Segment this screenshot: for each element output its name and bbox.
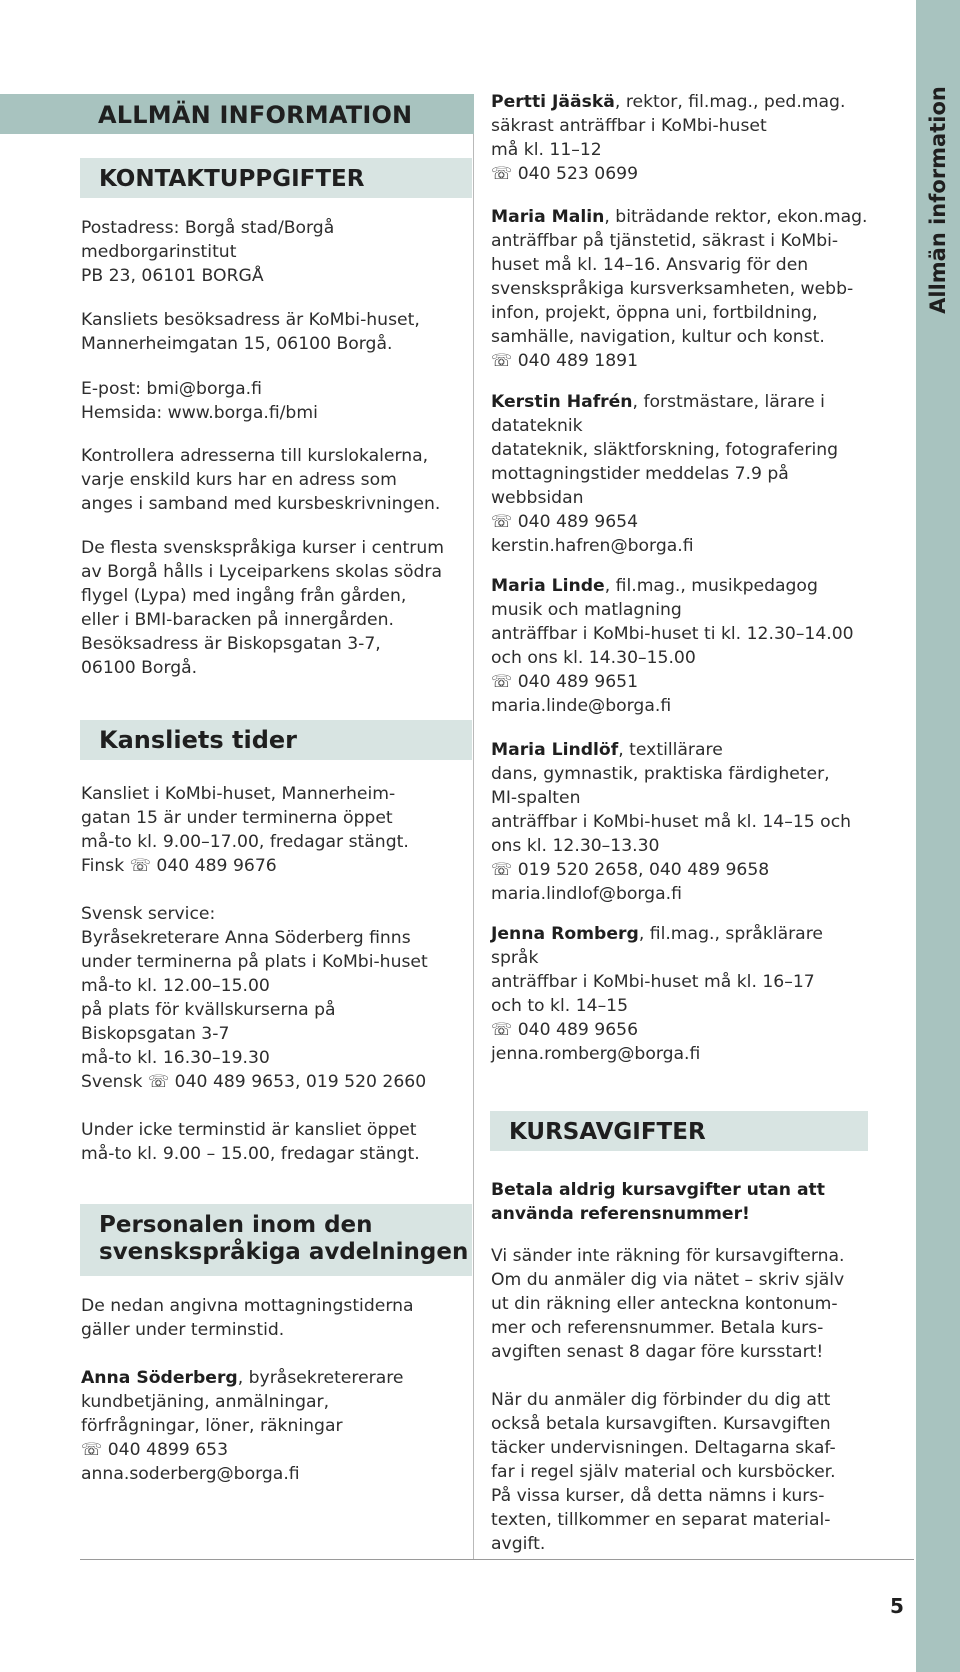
staff-title: , textillärare [618, 740, 723, 760]
finnish-phone-line: Finsk ☏ 040 489 9676 [81, 856, 277, 876]
heading-course-fees [490, 1111, 868, 1151]
staff-phone[interactable]: 040 4899 653 [107, 1440, 229, 1460]
side-tab-label: Allmän information [926, 86, 950, 314]
heading-staff-text: Personalen inom den svenskspråkiga avdelningen [99, 1212, 469, 1265]
staff-title: , fil.mag., språklärare [638, 924, 823, 944]
page-number: 5 [890, 1594, 904, 1618]
phone-icon: ☏ [491, 1020, 513, 1040]
phone-icon: ☏ [491, 672, 513, 692]
staff-title: , byråsekretererare [237, 1368, 404, 1388]
phone-icon: ☏ [491, 351, 513, 371]
phone-icon: ☏ [491, 860, 513, 880]
staff-phone[interactable]: 040 489 9656 [517, 1020, 639, 1040]
check-addresses-note: Kontrollera adresserna till kurslokalerna, varje enskild kurs har en adress som anges i samband med kursbeskrivningen. [81, 446, 441, 514]
staff-email[interactable]: maria.linde@borga.fi [491, 696, 672, 716]
staff-phone[interactable]: 019 520 2658, 040 489 9658 [517, 860, 770, 880]
staff-entry-maria-malin: Maria Malin, biträdande rektor, ekon.mag. anträffbar på tjänstetid, säkrast i KoMbi- huset må kl. 14–16. Ansvarig för den svenskspråkiga kursverksamheten, webb- infon, projekt, öppna uni, fortbildning, samhälle, navigation, kultur och konst. ☏ 040 489 1891 [491, 207, 868, 371]
staff-email[interactable]: jenna.romberg@borga.fi [491, 1044, 701, 1064]
heading-staff [80, 1204, 472, 1276]
phone-icon: ☏ [491, 512, 513, 532]
swedish-phone-line: Svensk ☏ 040 489 9653, 019 520 2660 [81, 1072, 427, 1092]
section-heading-general-text: ALLMÄN INFORMATION [98, 101, 413, 129]
staff-name: Maria Linde [491, 576, 605, 596]
staff-title: , rektor, fil.mag., ped.mag. [614, 92, 846, 112]
staff-name: Pertti Jääskä [491, 92, 615, 112]
heading-course-fees-text: KURSAVGIFTER [509, 1119, 706, 1145]
staff-entry-kerstin: Kerstin Hafrén, forstmästare, lärare i datateknik datateknik, släktforskning, fotografering mottagningstider meddelas 7.9 på webbsidan ☏ 040 489 9654 kerstin.hafren@borga.fi [491, 392, 839, 556]
staff-email[interactable]: maria.lindlof@borga.fi [491, 884, 682, 904]
phone-icon: ☏ [81, 1440, 103, 1460]
heading-contacts-text: KONTAKTUPPGIFTER [99, 166, 365, 192]
heading-office-hours-text: Kansliets tider [99, 726, 297, 754]
course-locations: De flesta svenskspråkiga kurser i centrum av Borgå hålls i Lyceiparkens skolas södra flygel (Lypa) med ingång från gården, eller i BMI-baracken på innergården. Besöksadress är Biskopsgatan 3-7, 06100 Borgå. [81, 538, 445, 678]
fees-paragraph-1: Vi sänder inte räkning för kursavgifterna. Om du anmäler dig via nätet – skriv själv ut din räkning eller anteckna kontonum- mer och referensnummer. Betala kurs- avgiften senast 8 dagar före kursstart! [491, 1246, 845, 1362]
staff-entry-jenna: Jenna Romberg, fil.mag., språklärare språk anträffbar i KoMbi-huset må kl. 16–17 och to kl. 14–15 ☏ 040 489 9656 jenna.romberg@borga.fi [491, 924, 823, 1064]
web-contacts [81, 377, 318, 425]
staff-name: Maria Malin [491, 207, 605, 227]
staff-name: Kerstin Hafrén [491, 392, 633, 412]
staff-title: , fil.mag., musikpedagog [604, 576, 818, 596]
staff-phone[interactable]: 040 489 1891 [517, 351, 639, 371]
swedish-phone[interactable]: 040 489 9653, 019 520 2660 [174, 1072, 427, 1092]
staff-name: Jenna Romberg [491, 924, 639, 944]
staff-entry-maria-linde: Maria Linde, fil.mag., musikpedagog musik och matlagning anträffbar i KoMbi-huset ti kl. 12.30–14.00 och ons kl. 14.30–15.00 ☏ 040 489 9651 maria.linde@borga.fi [491, 576, 854, 716]
office-hours-text: Kansliet i KoMbi-huset, Mannerheim- gatan 15 är under terminerna öppet må-to kl. 9.00–17.00, fredagar stängt. Finsk ☏ 040 489 9676 [81, 784, 409, 876]
swedish-service: Svensk service: Byråsekreterare Anna Söderberg finns under terminerna på plats i KoMbi-huset må-to kl. 12.00–15.00 på plats för kvällskurserna på Biskopsgatan 3-7 må-to kl. 16.30–19.30 Svensk ☏ 040 489 9653, 019 520 2660 [81, 904, 428, 1092]
staff-email[interactable]: anna.soderberg@borga.fi [81, 1464, 300, 1484]
postal-address: Postadress: Borgå stad/Borgå medborgarinstitut PB 23, 06101 BORGÅ [81, 218, 335, 286]
staff-name: Anna Söderberg [81, 1368, 238, 1388]
visiting-address: Kansliets besöksadress är KoMbi-huset, Mannerheimgatan 15, 06100 Borgå. [81, 310, 420, 354]
fees-warning: Betala aldrig kursavgifter utan att använda referensnummer! [491, 1180, 825, 1224]
staff-title: , forstmästare, lärare i [632, 392, 825, 412]
finnish-phone[interactable]: 040 489 9676 [156, 856, 277, 876]
phone-icon: ☏ [129, 856, 151, 876]
staff-entry-pertti: Pertti Jääskä, rektor, fil.mag., ped.mag. säkrast anträffbar i KoMbi-huset må kl. 11–12 ☏ 040 523 0699 [491, 92, 846, 184]
column-divider [473, 94, 474, 1560]
staff-entry-anna: Anna Söderberg, byråsekretererare kundbetjäning, anmälningar, förfrågningar, löner, räkningar ☏ 040 4899 653 anna.soderberg@borga.fi [81, 1368, 404, 1484]
homepage-link[interactable]: Hemsida: www.borga.fi/bmi [81, 403, 318, 423]
section-heading-general [0, 94, 474, 134]
footer-rule [80, 1559, 914, 1560]
staff-email[interactable]: kerstin.hafren@borga.fi [491, 536, 694, 556]
staff-intro: De nedan angivna mottagningstiderna gäller under terminstid. [81, 1296, 414, 1340]
staff-phone[interactable]: 040 523 0699 [517, 164, 639, 184]
off-term-hours: Under icke terminstid är kansliet öppet må-to kl. 9.00 – 15.00, fredagar stängt. [81, 1120, 420, 1164]
staff-phone[interactable]: 040 489 9654 [517, 512, 639, 532]
heading-contacts [80, 158, 472, 198]
staff-entry-maria-lindlof: Maria Lindlöf, textillärare dans, gymnastik, praktiska färdigheter, MI-spalten anträffbar i KoMbi-huset må kl. 14–15 och ons kl. 12.30–13.30 ☏ 019 520 2658, 040 489 9658 maria.lindlof@borga.fi [491, 740, 852, 904]
fees-paragraph-2: När du anmäler dig förbinder du dig att också betala kursavgiften. Kursavgiften täcker undervisningen. Deltagarna skaf- far i regel själv material och kursböcker. På vissa kurser, då detta nämns i kurs- texten, tillkommer en separat material- avgift. [491, 1390, 836, 1554]
staff-title: , biträdande rektor, ekon.mag. [604, 207, 868, 227]
staff-name: Maria Lindlöf [491, 740, 619, 760]
phone-icon: ☏ [147, 1072, 170, 1092]
phone-icon: ☏ [491, 164, 513, 184]
heading-office-hours [80, 720, 472, 760]
email-link[interactable]: E-post: bmi@borga.fi [81, 379, 262, 399]
staff-phone[interactable]: 040 489 9651 [517, 672, 639, 692]
